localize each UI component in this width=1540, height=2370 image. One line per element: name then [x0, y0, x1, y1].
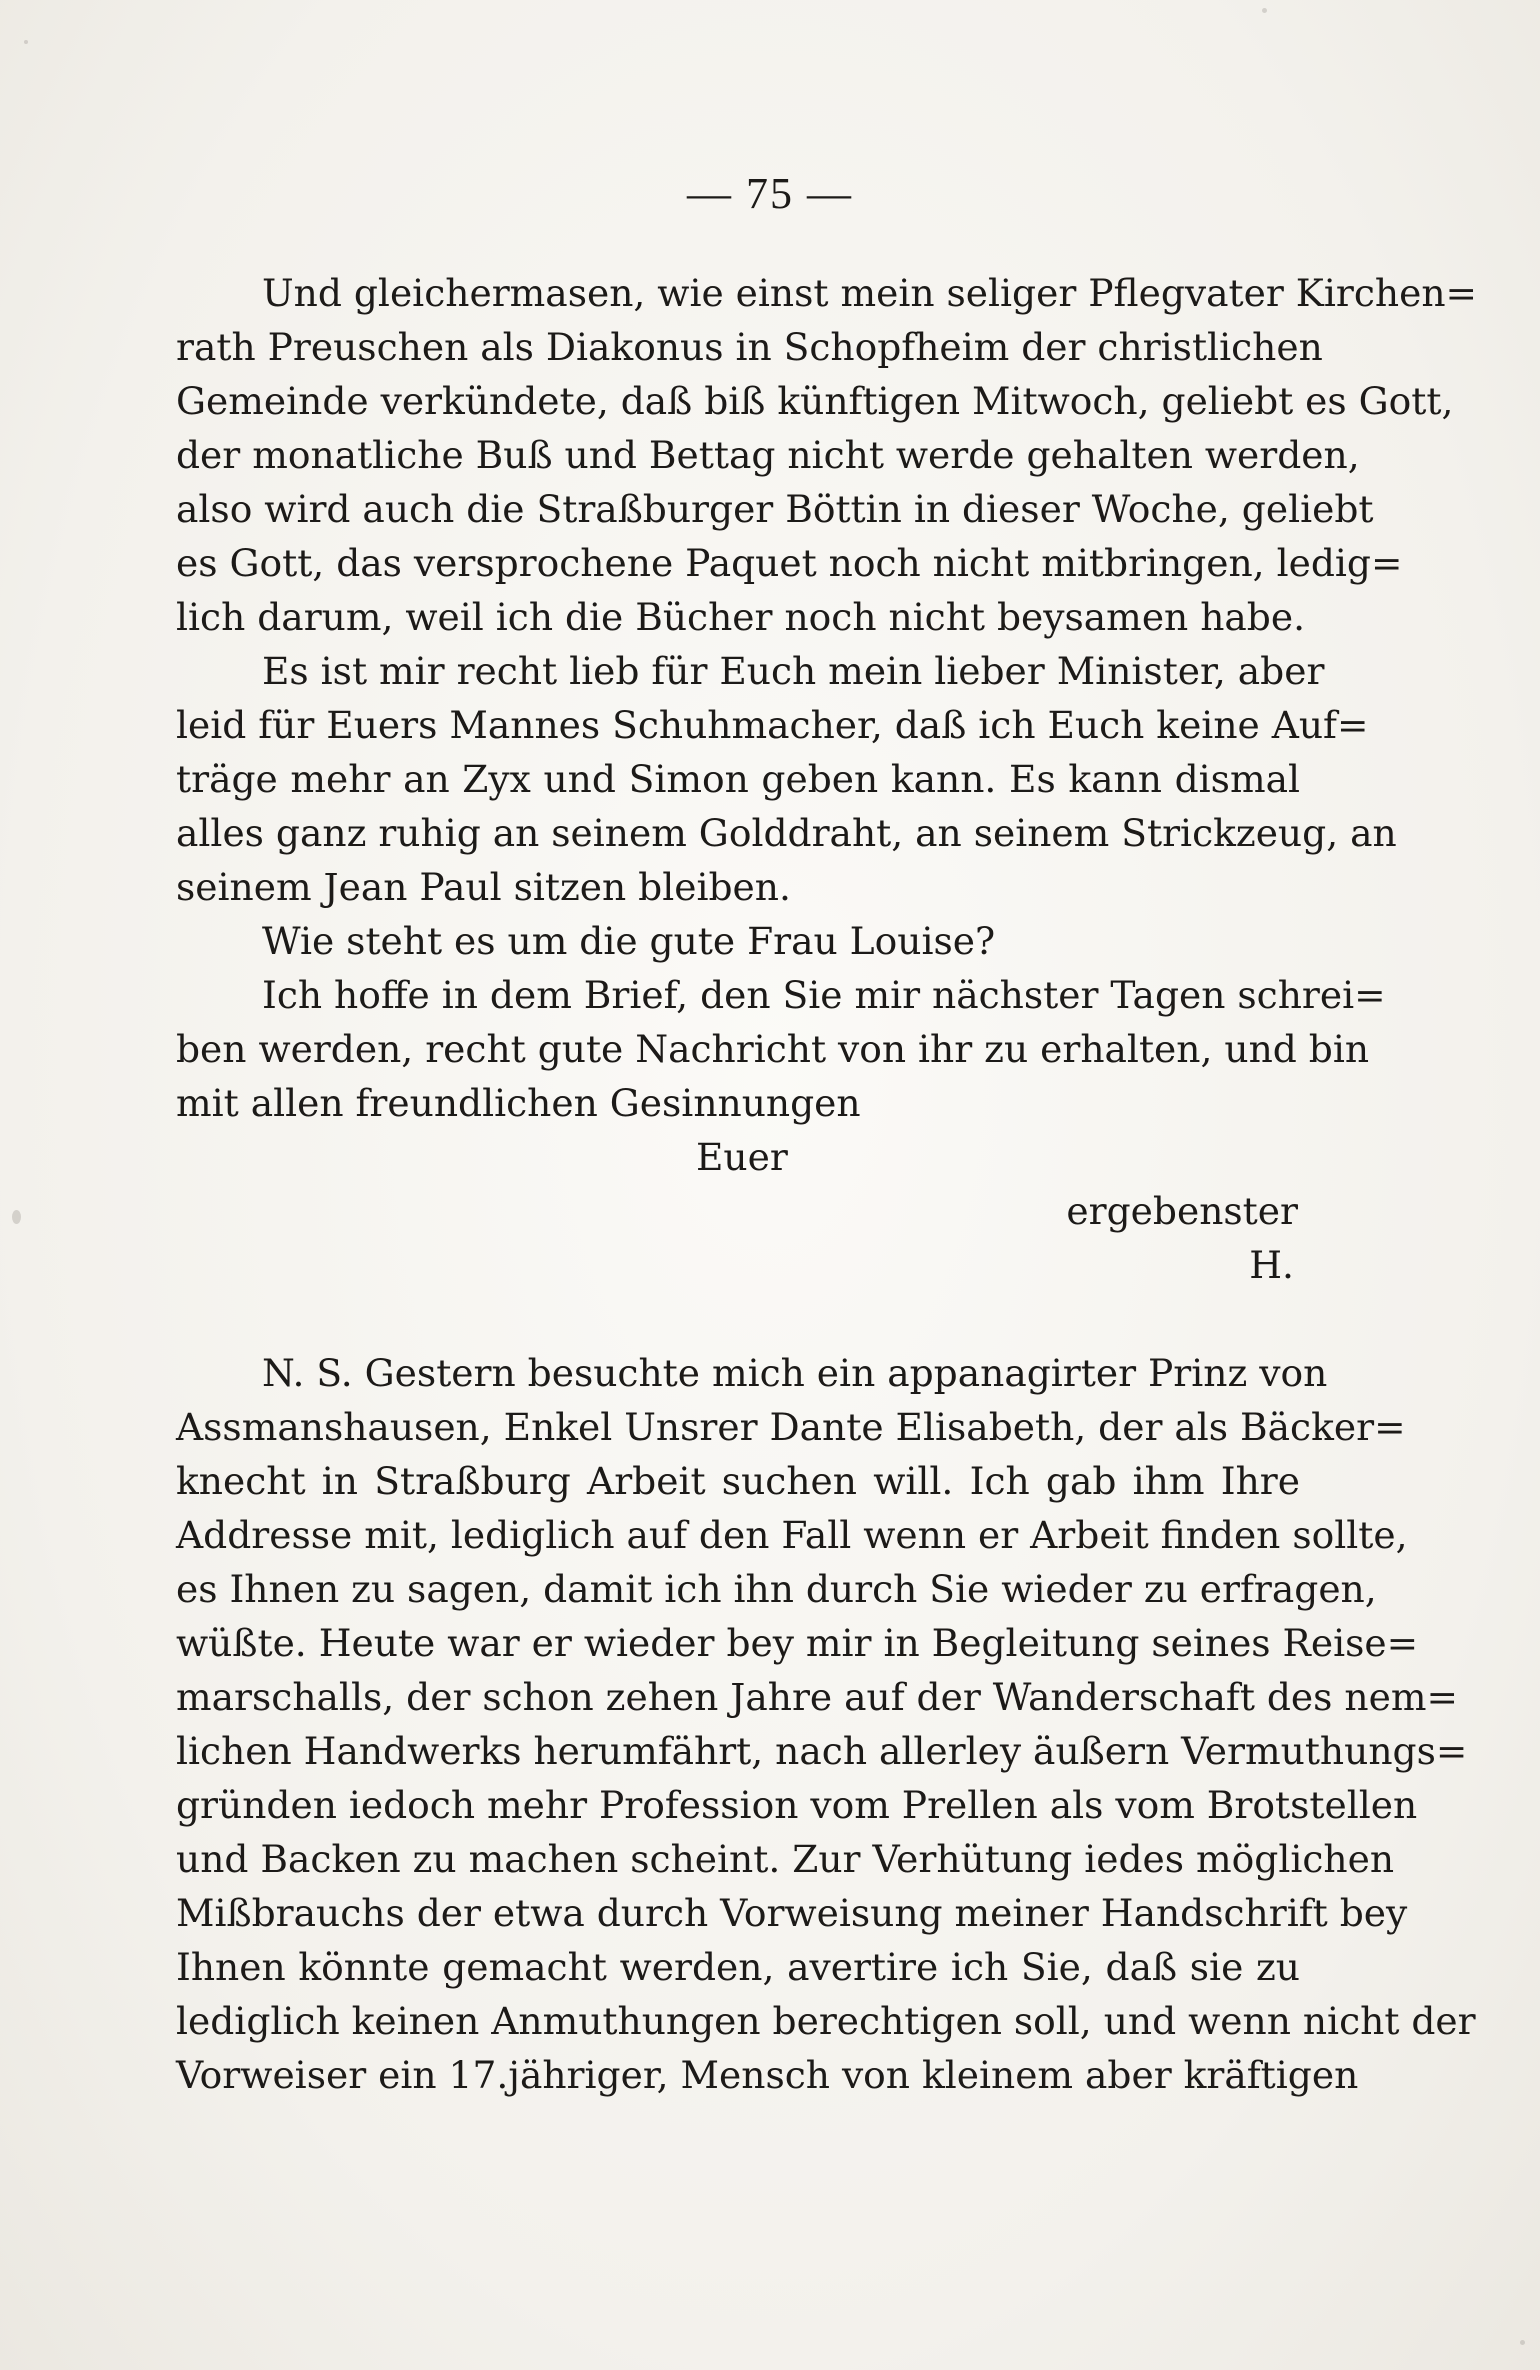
text-line: Es ist mir recht lieb für Euch mein lieber Minister, aber — [262, 649, 1325, 693]
section-gap — [176, 1292, 1300, 1346]
text-line: träge mehr an Zyx und Simon geben kann. Es kann dismal — [176, 757, 1300, 801]
paper-speck — [24, 40, 28, 44]
text-line: Assmanshausen, Enkel Unsrer Dante Elisabeth, der als Bäcker= — [176, 1405, 1406, 1449]
text-line: wüßte. Heute war er wieder bey mir in Begleitung seines Reise= — [176, 1621, 1419, 1665]
text-line: seinem Jean Paul sitzen bleiben. — [176, 865, 791, 909]
paper-speck — [1520, 2340, 1525, 2345]
text-line: lediglich keinen Anmuthungen berechtigen soll, und wenn nicht der — [176, 1999, 1476, 2043]
paragraph — [176, 644, 1397, 914]
text-line: Ihnen könnte gemacht werden, avertire ich Sie, daß sie zu — [176, 1945, 1300, 1989]
text-line: es Gott, das versprochene Paquet noch nicht mitbringen, ledig= — [176, 541, 1403, 585]
paragraph — [176, 968, 1386, 1130]
text-line: gründen iedoch mehr Profession vom Prellen als vom Brotstellen — [176, 1783, 1418, 1827]
text-line: ben werden, recht gute Nachricht von ihr zu erhalten, und bin — [176, 1027, 1370, 1071]
page-number: — 75 — — [687, 169, 853, 218]
text-line: Ich hoffe in dem Brief, den Sie mir nächster Tagen schrei= — [262, 973, 1386, 1017]
text-line: N. S. Gestern besuchte mich ein appanagirter Prinz von — [262, 1351, 1328, 1395]
paper-speck — [1262, 8, 1267, 13]
text-line: mit allen freundlichen Gesinnungen — [176, 1081, 861, 1125]
letter-body — [176, 266, 1478, 2102]
text-line: alles ganz ruhig an seinem Golddraht, an seinem Strickzeug, an — [176, 811, 1397, 855]
text-line: knecht in Straßburg Arbeit suchen will. Ich gab ihm Ihre — [176, 1459, 1300, 1503]
text-line: es Ihnen zu sagen, damit ich ihn durch Sie wieder zu erfragen, — [176, 1567, 1377, 1611]
text-line: marschalls, der schon zehen Jahre auf der Wanderschaft des nem= — [176, 1675, 1458, 1719]
postscript — [176, 1346, 1476, 2102]
paper-speck — [12, 1210, 21, 1224]
closing-regards: ergebenster — [1066, 1189, 1298, 1233]
text-line: rath Preuschen als Diakonus in Schopfheim der christlichen — [176, 325, 1323, 369]
text-line: der monatliche Buß und Bettag nicht werde gehalten werden, — [176, 433, 1360, 477]
signature-initial: H. — [1249, 1243, 1294, 1287]
closing-salutation: Euer — [696, 1135, 788, 1179]
text-line: also wird auch die Straßburger Böttin in dieser Woche, geliebt — [176, 487, 1374, 531]
text-line: Wie steht es um die gute Frau Louise? — [262, 919, 996, 963]
text-line: leid für Euers Mannes Schuhmacher, daß ich Euch keine Auf= — [176, 703, 1369, 747]
text-line: Vorweiser ein 17.jähriger, Mensch von kleinem aber kräftigen — [176, 2053, 1359, 2097]
text-line: Mißbrauchs der etwa durch Vorweisung meiner Handschrift bey — [176, 1891, 1408, 1935]
text-line: lichen Handwerks herumfährt, nach allerley äußern Vermuthungs= — [176, 1729, 1468, 1773]
text-line: Und gleichermasen, wie einst mein seliger Pflegvater Kirchen= — [262, 271, 1478, 315]
text-line: lich darum, weil ich die Bücher noch nicht beysamen habe. — [176, 595, 1306, 639]
text-line: Gemeinde verkündete, daß biß künftigen Mitwoch, geliebt es Gott, — [176, 379, 1454, 423]
paragraph — [176, 266, 1478, 644]
paragraph — [176, 914, 1300, 968]
letter-closing — [176, 1130, 1300, 1292]
text-line: und Backen zu machen scheint. Zur Verhütung iedes möglichen — [176, 1837, 1395, 1881]
text-line: Addresse mit, lediglich auf den Fall wenn er Arbeit finden sollte, — [176, 1513, 1408, 1557]
